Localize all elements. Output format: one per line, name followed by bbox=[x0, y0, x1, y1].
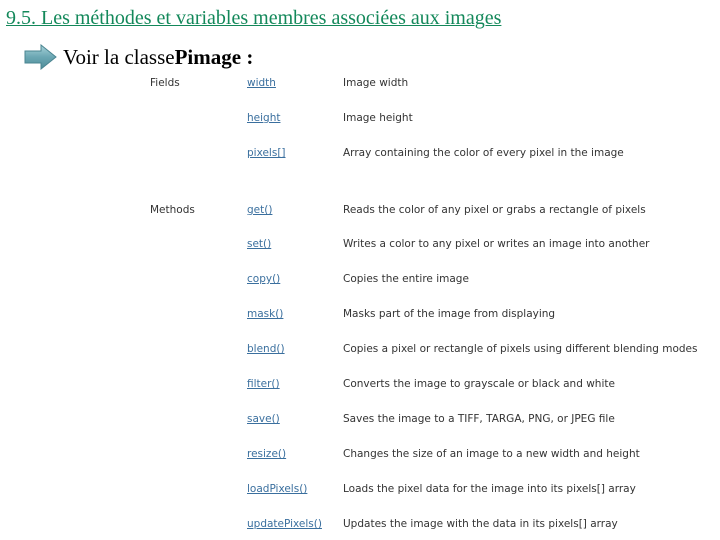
member-link[interactable]: updatePixels() bbox=[247, 518, 322, 530]
member-link[interactable]: set() bbox=[247, 238, 272, 250]
member-description: Array containing the color of every pixel in the image bbox=[343, 147, 624, 159]
table-row bbox=[150, 73, 720, 93]
member-description: Writes a color to any pixel or writes an image into another bbox=[343, 238, 650, 250]
member-description: Copies the entire image bbox=[343, 273, 469, 285]
row-category: Methods bbox=[150, 204, 195, 216]
member-link[interactable]: loadPixels() bbox=[247, 483, 308, 495]
member-description: Masks part of the image from displaying bbox=[343, 308, 556, 320]
member-link[interactable]: get() bbox=[247, 204, 273, 216]
table-row bbox=[150, 143, 720, 163]
member-description: Reads the color of any pixel or grabs a rectangle of pixels bbox=[343, 204, 646, 216]
member-link[interactable]: blend() bbox=[247, 343, 285, 355]
member-description: Image width bbox=[343, 77, 409, 89]
member-description: Converts the image to grayscale or black and white bbox=[343, 378, 615, 390]
member-link[interactable]: resize() bbox=[247, 448, 287, 460]
table-row bbox=[150, 269, 720, 289]
table-row bbox=[150, 339, 720, 359]
slide-title: 9.5. Les méthodes et variables membres associées aux images bbox=[6, 7, 502, 29]
member-description: Image height bbox=[343, 112, 413, 124]
member-link[interactable]: width bbox=[247, 77, 276, 89]
right-arrow-icon bbox=[24, 44, 57, 70]
member-description: Loads the pixel data for the image into its pixels[] array bbox=[343, 483, 636, 495]
member-link[interactable]: filter() bbox=[247, 378, 280, 390]
table-row bbox=[150, 479, 720, 499]
table-row bbox=[150, 444, 720, 464]
member-link[interactable]: save() bbox=[247, 413, 280, 425]
row-category: Fields bbox=[150, 77, 180, 89]
member-description: Changes the size of an image to a new width and height bbox=[343, 448, 640, 460]
member-description: Saves the image to a TIFF, TARGA, PNG, or JPEG file bbox=[343, 413, 615, 425]
table-row bbox=[150, 304, 720, 324]
bullet-row bbox=[24, 43, 253, 71]
table-row bbox=[150, 200, 720, 220]
table-row bbox=[150, 514, 720, 534]
member-link[interactable]: copy() bbox=[247, 273, 281, 285]
table-row bbox=[150, 409, 720, 429]
table-row bbox=[150, 374, 720, 394]
table-row bbox=[150, 108, 720, 128]
bullet-text: Voir la classe bbox=[63, 44, 175, 69]
member-link[interactable]: pixels[] bbox=[247, 147, 286, 159]
member-link[interactable]: height bbox=[247, 112, 281, 124]
member-description: Copies a pixel or rectangle of pixels using different blending modes bbox=[343, 343, 698, 355]
member-description: Updates the image with the data in its pixels[] array bbox=[343, 518, 618, 530]
member-link[interactable]: mask() bbox=[247, 308, 284, 320]
class-name: Pimage : bbox=[174, 44, 254, 69]
table-row bbox=[150, 234, 720, 254]
